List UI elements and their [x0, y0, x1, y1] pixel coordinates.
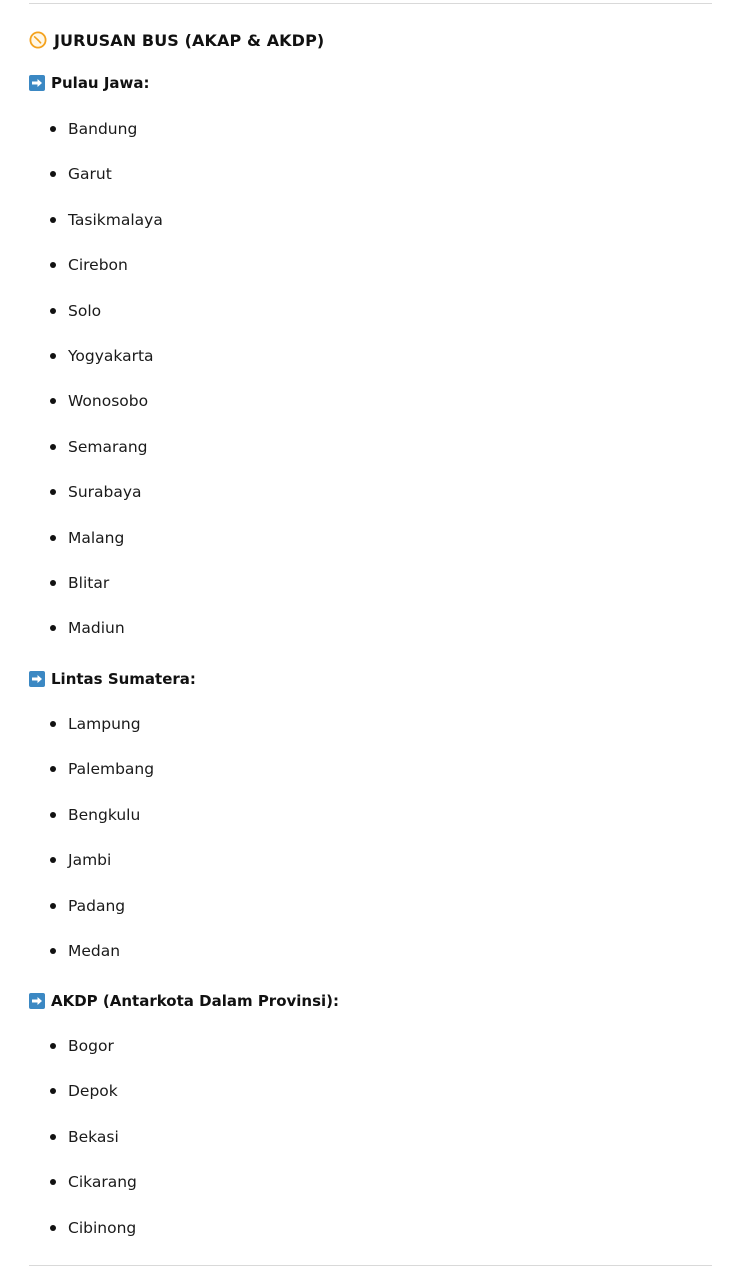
- bullet: [50, 721, 56, 727]
- list-item: [29, 1080, 137, 1125]
- list-item: [29, 1217, 137, 1262]
- section-title-label: Lintas Sumatera:: [51, 670, 196, 688]
- section-title-pulau-jawa: [29, 72, 150, 94]
- city-name: Cibinong: [68, 1218, 137, 1237]
- list-item: [29, 713, 154, 758]
- arrow-right-icon: [29, 993, 45, 1009]
- city-list-pulau-jawa: [29, 118, 163, 663]
- list-item: [29, 118, 163, 163]
- list-item: [29, 300, 163, 345]
- bullet: [50, 444, 56, 450]
- bullet: [50, 217, 56, 223]
- bullet: [50, 766, 56, 772]
- city-name: Bengkulu: [68, 805, 141, 824]
- bullet: [50, 353, 56, 359]
- list-item: [29, 572, 163, 617]
- list-item: [29, 617, 163, 662]
- bullet: [50, 308, 56, 314]
- bullet: [50, 857, 56, 863]
- bullet: [50, 171, 56, 177]
- city-name: Tasikmalaya: [68, 210, 163, 229]
- list-item: [29, 527, 163, 572]
- bullet: [50, 625, 56, 631]
- bullet: [50, 262, 56, 268]
- city-name: Blitar: [68, 573, 110, 592]
- list-item: [29, 209, 163, 254]
- list-item: [29, 345, 163, 390]
- bullet: [50, 948, 56, 954]
- city-name: Depok: [68, 1082, 118, 1101]
- city-name: Medan: [68, 941, 121, 960]
- list-item: [29, 895, 154, 940]
- city-name: Bekasi: [68, 1127, 119, 1146]
- bullet: [50, 489, 56, 495]
- list-item: [29, 1035, 137, 1080]
- city-name: Bogor: [68, 1037, 114, 1055]
- city-name: Garut: [68, 165, 112, 184]
- city-name: Yogyakarta: [68, 346, 154, 365]
- list-item: [29, 804, 154, 849]
- bullet: [50, 398, 56, 404]
- section-title-akdp: [29, 990, 339, 1012]
- city-name: Malang: [68, 528, 125, 547]
- section-title-label: Pulau Jawa:: [51, 74, 150, 92]
- clock-icon: [29, 31, 47, 49]
- bullet: [50, 535, 56, 541]
- bullet: [50, 1088, 56, 1094]
- city-name: Solo: [68, 301, 102, 320]
- city-name: Wonosobo: [68, 392, 149, 411]
- city-name: Surabaya: [68, 483, 142, 502]
- list-item: [29, 254, 163, 299]
- city-list-lintas-sumatera: [29, 713, 154, 985]
- page-heading: [29, 27, 324, 53]
- bullet: [50, 812, 56, 818]
- top-divider: [29, 3, 712, 4]
- bullet: [50, 580, 56, 586]
- section-title-label: AKDP (Antarkota Dalam Provinsi):: [51, 992, 340, 1010]
- city-name: Lampung: [68, 715, 141, 733]
- city-name: Jambi: [68, 851, 112, 870]
- bullet: [50, 1225, 56, 1231]
- city-name: Palembang: [68, 760, 155, 779]
- section-title-lintas-sumatera: [29, 668, 196, 690]
- list-item: [29, 1126, 137, 1171]
- list-item: [29, 758, 154, 803]
- list-item: [29, 436, 163, 481]
- article-content: [29, 0, 712, 1271]
- city-name: Madiun: [68, 619, 125, 638]
- city-name: Cikarang: [68, 1173, 137, 1192]
- city-list-akdp: [29, 1035, 137, 1262]
- arrow-right-icon: [29, 671, 45, 687]
- bullet: [50, 1179, 56, 1185]
- bullet: [50, 126, 56, 132]
- list-item: [29, 481, 163, 526]
- list-item: [29, 1171, 137, 1216]
- list-item: [29, 390, 163, 435]
- bullet: [50, 1043, 56, 1049]
- city-name: Semarang: [68, 437, 148, 456]
- city-name: Padang: [68, 896, 126, 915]
- city-name: Cirebon: [68, 256, 128, 275]
- bullet: [50, 1134, 56, 1140]
- bottom-divider: [29, 1265, 712, 1266]
- city-name: Bandung: [68, 120, 138, 138]
- list-item: [29, 940, 154, 985]
- arrow-right-icon: [29, 75, 45, 91]
- bullet: [50, 903, 56, 909]
- list-item: [29, 163, 163, 208]
- list-item: [29, 849, 154, 894]
- heading-title: JURUSAN BUS (AKAP & AKDP): [54, 30, 325, 50]
